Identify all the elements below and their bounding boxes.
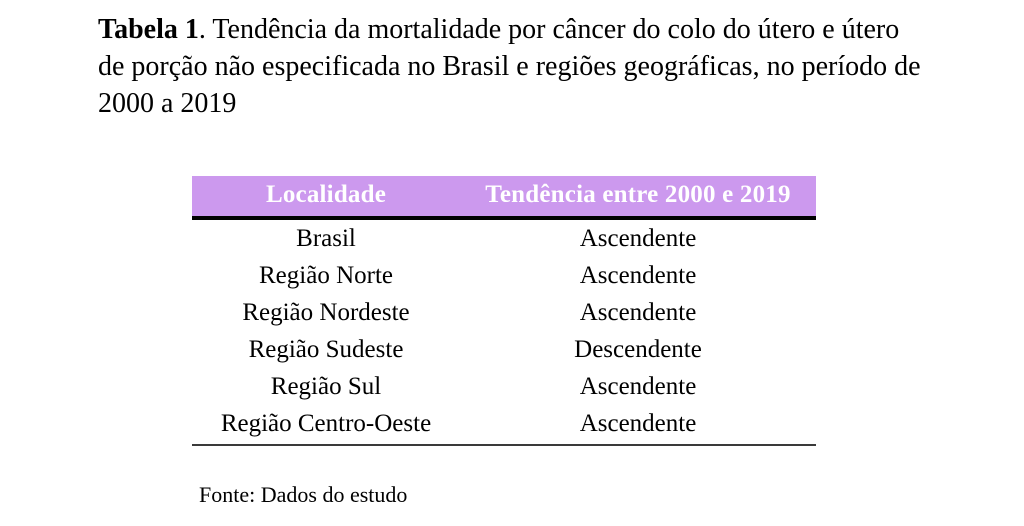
cell-tendencia: Ascendente (579, 262, 697, 289)
table-row (192, 368, 816, 405)
cell-tendencia: Ascendente (579, 373, 697, 400)
table-body (192, 218, 816, 445)
table-row (192, 294, 816, 331)
table-row (192, 405, 816, 445)
cell-localidade: Região Norte (259, 262, 393, 289)
table-header-row (192, 176, 816, 218)
trend-table (192, 176, 816, 446)
cell-tendencia: Ascendente (579, 225, 697, 252)
table-source-note: Fonte: Dados do estudo (199, 482, 408, 507)
cell-tendencia: Descendente (574, 336, 702, 363)
cell-localidade: Região Sul (270, 373, 382, 400)
cell-localidade: Região Sudeste (248, 336, 404, 363)
table-row (192, 331, 816, 368)
table-caption-text: . Tendência da mortalidade por câncer do colo do útero e útero de porção não especificada no Brasil e regiões geográficas, no período de 2000 a 2019 (98, 14, 921, 119)
cell-localidade: Brasil (296, 225, 356, 252)
cell-tendencia: Ascendente (460, 405, 816, 445)
table-caption-label: Tabela 1 (98, 14, 199, 45)
table-row (192, 218, 816, 257)
column-header-tendencia: Tendência entre 2000 e 2019 (460, 176, 816, 218)
cell-localidade: Região Centro-Oeste (192, 405, 460, 445)
cell-tendencia: Ascendente (579, 299, 697, 326)
column-header-localidade: Localidade (192, 176, 460, 218)
table-container (192, 176, 816, 446)
table-row (192, 257, 816, 294)
table-caption (98, 12, 928, 123)
table-header (192, 176, 816, 218)
cell-localidade: Região Nordeste (242, 299, 410, 326)
